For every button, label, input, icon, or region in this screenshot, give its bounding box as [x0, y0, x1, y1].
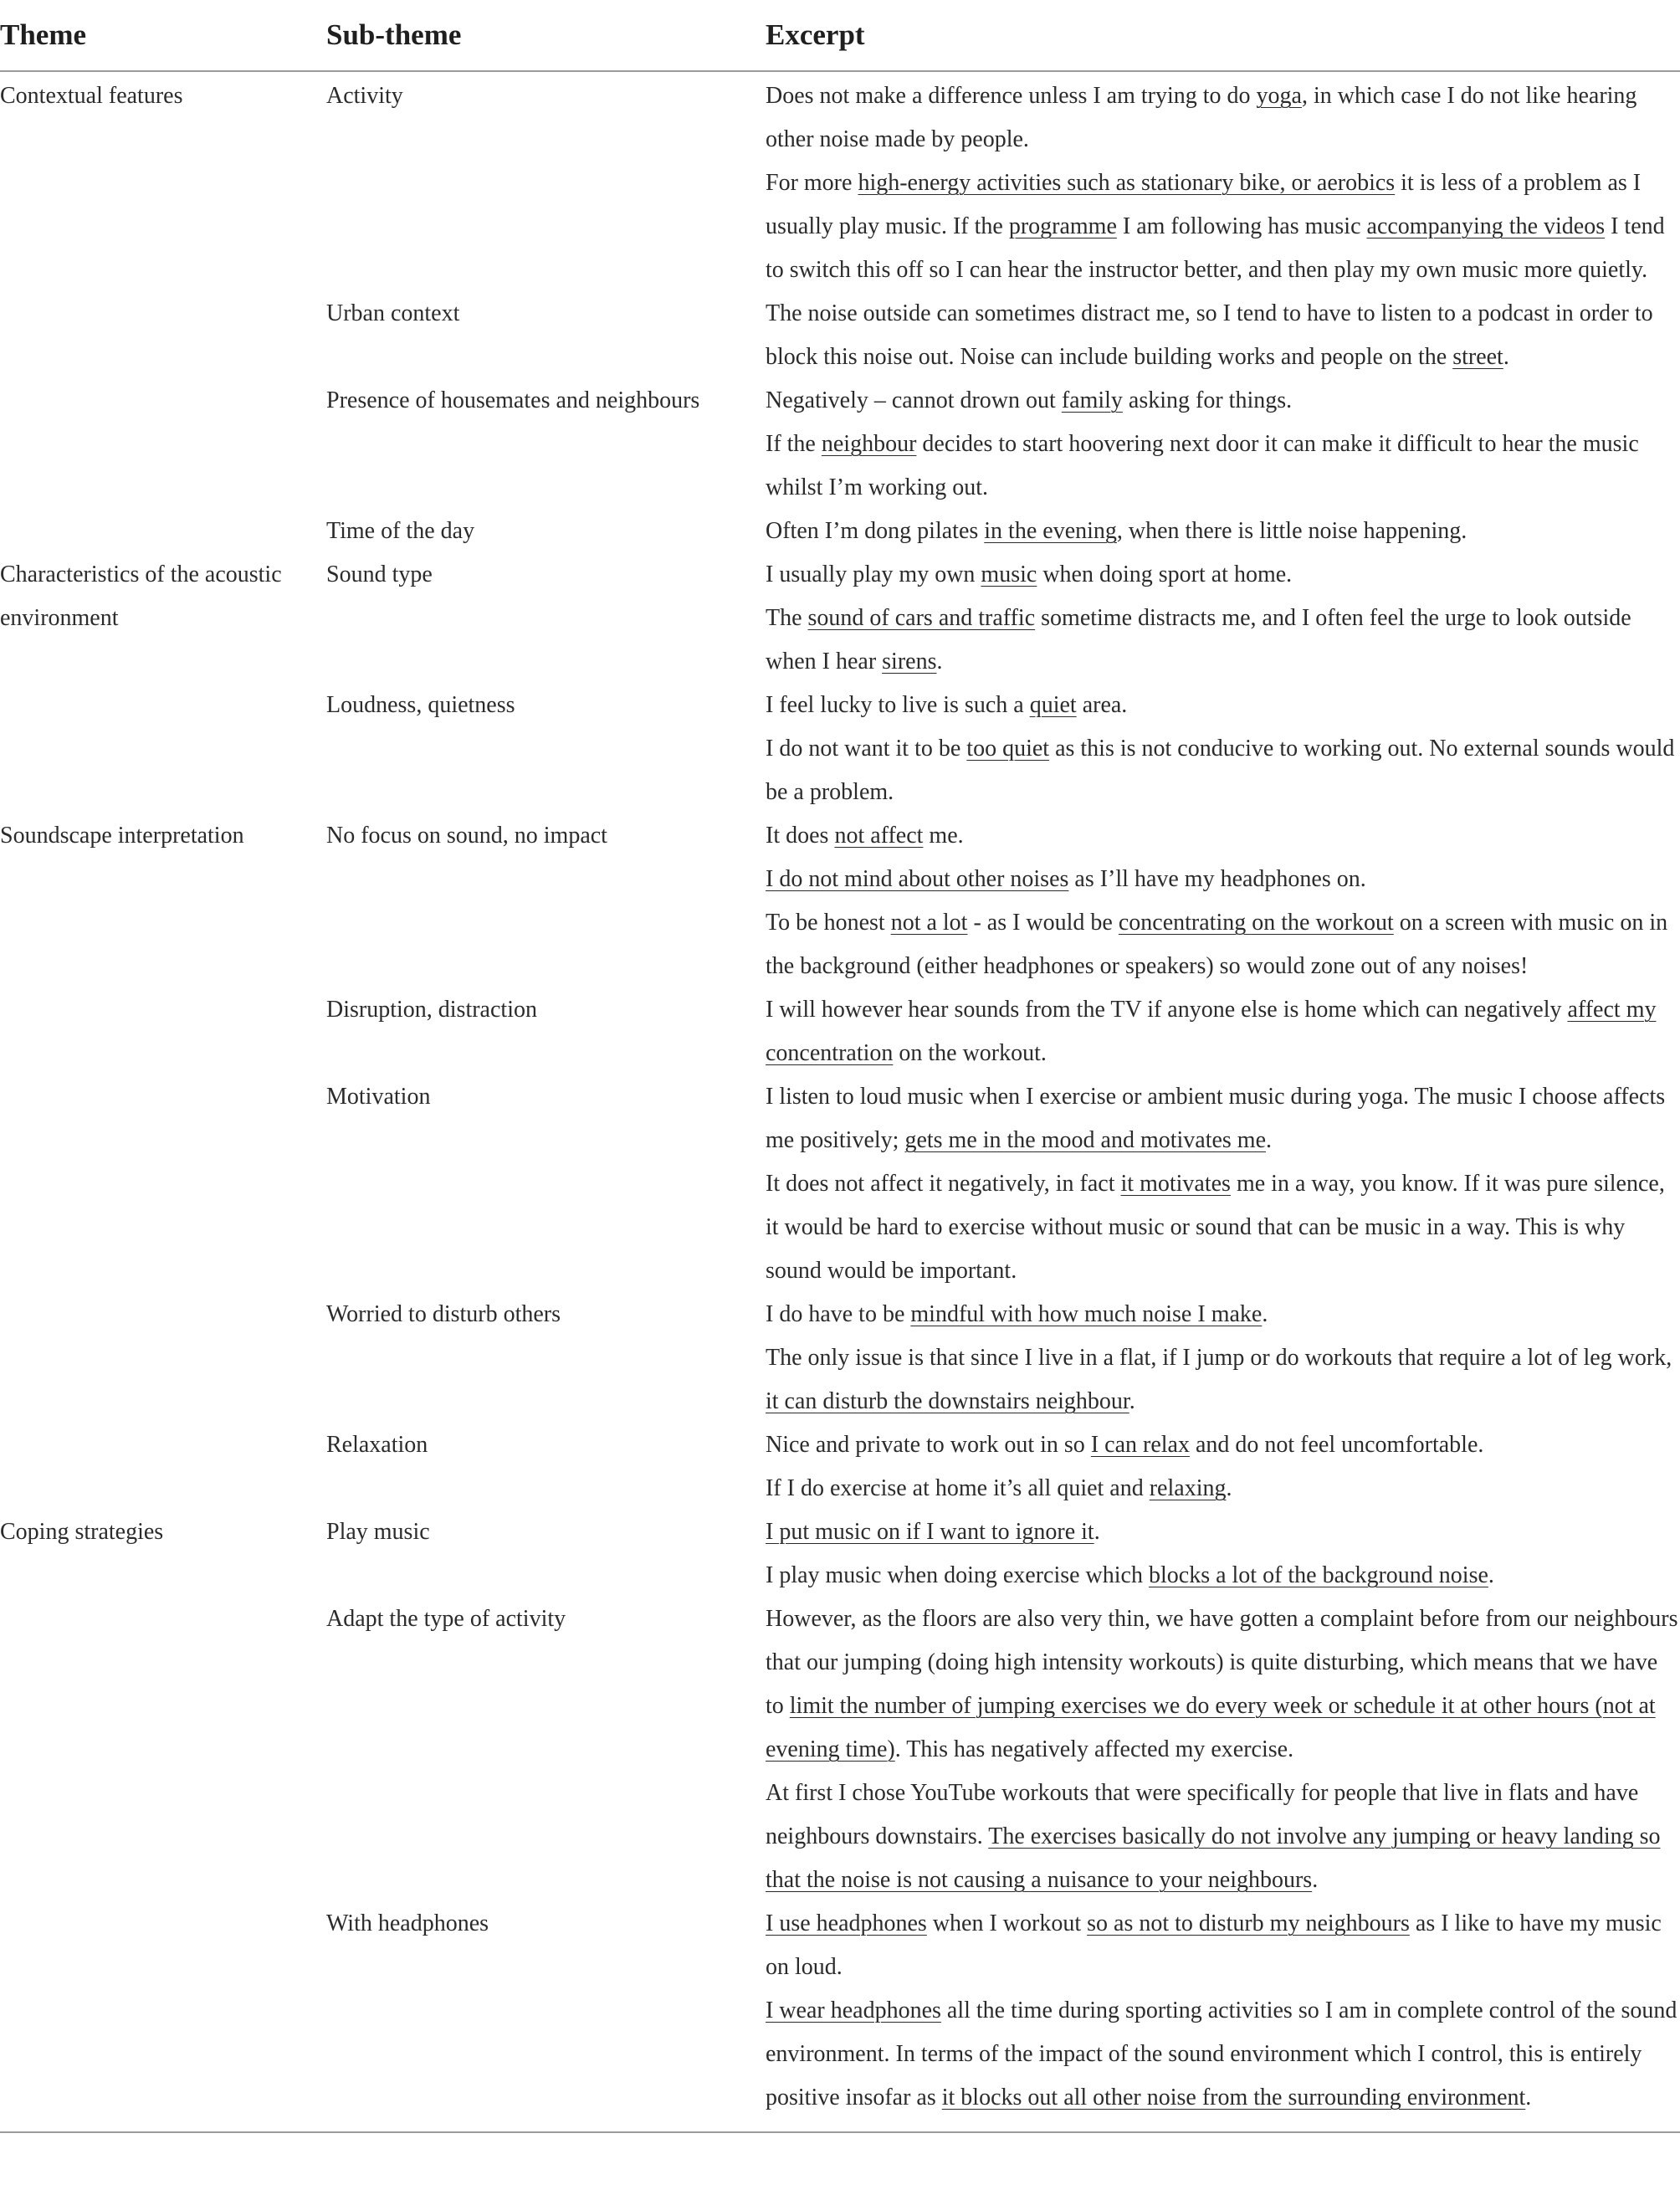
excerpt-text [766, 1510, 1680, 1554]
excerpt-segment: as I like to have my music on loud. [766, 1910, 1662, 1980]
excerpt-segment: . [1488, 1562, 1494, 1588]
excerpt-text [766, 1162, 1680, 1293]
excerpt-segment: I play music when doing exercise which [766, 1562, 1149, 1588]
excerpt-text [766, 1902, 1680, 1989]
excerpt-cell [766, 814, 1680, 988]
excerpt-segment: I listen to loud music when I exercise or ambient music during yoga. The music I choose affects me positively; [766, 1084, 1666, 1153]
excerpt-cell [766, 1423, 1680, 1510]
subtheme-cell: Urban context [326, 300, 460, 326]
underlined-phrase: street [1452, 344, 1503, 370]
underlined-phrase: relaxing [1149, 1475, 1227, 1501]
excerpt-segment: on a screen with music on in the background (either headphones or speakers) so would zone out of any noises! [766, 910, 1668, 979]
table-row [0, 988, 1680, 1075]
subtheme-cell: No focus on sound, no impact [326, 823, 607, 849]
table-row [0, 553, 1680, 684]
underlined-phrase: it motivates [1120, 1171, 1231, 1197]
theme-cell [0, 1075, 326, 1293]
excerpt-segment: me. [923, 823, 964, 849]
excerpt-cell [766, 510, 1680, 553]
underlined-phrase: I wear headphones [766, 1998, 941, 2023]
subtheme-cell: Motivation [326, 1084, 431, 1110]
underlined-phrase: sound of cars and traffic [807, 605, 1036, 631]
excerpt-cell [766, 1293, 1680, 1423]
theme-cell [0, 510, 326, 553]
excerpt-segment: . [1503, 344, 1509, 370]
excerpt-segment: I do have to be [766, 1301, 911, 1327]
excerpt-segment: . [1226, 1475, 1232, 1501]
excerpt-cell [766, 379, 1680, 510]
excerpt-cell [766, 71, 1680, 292]
subtheme-cell: Play music [326, 1519, 430, 1545]
excerpt-segment: It does not affect it negatively, in fact [766, 1171, 1121, 1197]
underlined-phrase: neighbour [821, 431, 917, 457]
table-row [0, 1902, 1680, 2132]
excerpt-segment: If the [766, 431, 822, 457]
excerpt-segment: Negatively – cannot drown out [766, 387, 1062, 413]
excerpt-segment: For more [766, 170, 858, 196]
excerpt-text [766, 1554, 1680, 1598]
underlined-phrase: programme [1008, 213, 1117, 239]
theme-cell: Coping strategies [0, 1519, 164, 1545]
excerpt-text [766, 1336, 1680, 1423]
excerpt-segment: me in a way, you know. If it was pure silence, it would be hard to exercise without music or sound that can be music in a way. This is why sound would be important. [766, 1171, 1665, 1284]
underlined-phrase: it can disturb the downstairs neighbour [766, 1388, 1129, 1414]
underlined-phrase: accompanying the videos [1366, 213, 1606, 239]
excerpt-segment: The only issue is that since I live in a flat, if I jump or do workouts that require a lot of leg work, [766, 1345, 1672, 1371]
theme-cell [0, 1598, 326, 1902]
excerpt-segment: . [1094, 1519, 1100, 1545]
table-row [0, 510, 1680, 553]
theme-cell [0, 292, 326, 379]
excerpt-text [766, 727, 1680, 814]
excerpt-text [766, 1075, 1680, 1162]
excerpt-segment: when I workout [926, 1910, 1088, 1936]
excerpt-text [766, 553, 1680, 597]
subtheme-cell: Time of the day [326, 518, 475, 544]
excerpt-segment: . [936, 649, 943, 674]
excerpt-segment: It does [766, 823, 835, 849]
excerpt-text [766, 1293, 1680, 1336]
subtheme-cell: Worried to disturb others [326, 1301, 561, 1327]
table-row [0, 292, 1680, 379]
excerpt-segment: If I do exercise at home it’s all quiet and [766, 1475, 1150, 1501]
excerpt-segment: I feel lucky to live is such a [766, 692, 1030, 718]
table-body [0, 71, 1680, 2132]
subtheme-cell: With headphones [326, 1902, 766, 2132]
underlined-phrase: affect my concentration [766, 997, 1657, 1066]
excerpt-segment: , when there is little noise happening. [1116, 518, 1467, 544]
excerpt-segment: as I’ll have my headphones on. [1068, 866, 1366, 892]
theme-cell [0, 1902, 326, 2132]
header-subtheme: Sub-theme [326, 0, 766, 71]
subtheme-cell: Relaxation [326, 1432, 428, 1458]
excerpt-text [766, 814, 1680, 858]
underlined-phrase: limit the number of jumping exercises we do every week or schedule it at other hours (not at evening time) [766, 1693, 1656, 1762]
excerpt-segment: - as I would be [967, 910, 1119, 936]
excerpt-segment: . This has negatively affected my exercise. [894, 1736, 1294, 1762]
subtheme-cell: Adapt the type of activity [326, 1606, 566, 1632]
table-row [0, 1293, 1680, 1423]
theme-cell: Soundscape interpretation [0, 823, 244, 849]
underlined-phrase: too quiet [966, 736, 1050, 762]
excerpt-text [766, 379, 1680, 423]
excerpt-text [766, 162, 1680, 292]
excerpt-cell [766, 1510, 1680, 1598]
excerpt-text [766, 1772, 1680, 1902]
theme-cell: Characteristics of the acoustic environment [0, 562, 282, 631]
underlined-phrase: high-energy activities such as stationary bike, or aerobics [858, 170, 1396, 196]
table-row [0, 684, 1680, 814]
underlined-phrase: gets me in the mood and motivates me [904, 1127, 1267, 1153]
excerpt-text [766, 901, 1680, 988]
underlined-phrase: not affect [834, 823, 924, 849]
theme-cell [0, 379, 326, 510]
theme-cell [0, 1423, 326, 1510]
excerpt-segment: To be honest [766, 910, 891, 936]
underlined-phrase: I do not mind about other noises [766, 866, 1069, 892]
excerpt-segment: I usually play my own [766, 562, 981, 587]
excerpt-text [766, 1423, 1680, 1467]
excerpt-segment: . [1262, 1301, 1268, 1327]
excerpt-segment: and do not feel uncomfortable. [1189, 1432, 1484, 1458]
excerpt-segment: I tend to switch this off so I can hear the instructor better, and then play my own music more quietly. [766, 213, 1665, 283]
underlined-phrase: I put music on if I want to ignore it [766, 1519, 1094, 1545]
theme-cell: Contextual features [0, 83, 183, 109]
excerpt-segment: The noise outside can sometimes distract me, so I tend to have to listen to a podcast in order to block this noise out. Noise can include building works and people on the [766, 300, 1653, 370]
excerpt-cell [766, 553, 1680, 684]
excerpt-segment: I will however hear sounds from the TV if anyone else is home which can negatively [766, 997, 1568, 1023]
excerpt-text [766, 858, 1680, 901]
excerpt-segment: asking for things. [1122, 387, 1293, 413]
excerpt-cell [766, 1598, 1680, 1902]
subtheme-cell: Disruption, distraction [326, 997, 537, 1023]
excerpt-segment: At first I chose YouTube workouts that were specifically for people that live in flats and have neighbours downstairs. [766, 1780, 1639, 1849]
table-row [0, 1598, 1680, 1902]
excerpt-text [766, 292, 1680, 379]
excerpt-segment: Often I’m dong pilates [766, 518, 985, 544]
underlined-phrase: mindful with how much noise I make [910, 1301, 1263, 1327]
excerpt-segment: The [766, 605, 808, 631]
underlined-phrase: quiet [1029, 692, 1077, 718]
underlined-phrase: I can relax [1090, 1432, 1190, 1458]
subtheme-cell: Sound type [326, 562, 433, 587]
underlined-phrase: so as not to disturb my neighbours [1087, 1910, 1410, 1936]
theme-cell [0, 988, 326, 1075]
underlined-phrase: concentrating on the workout [1118, 910, 1394, 936]
excerpt-segment: I am following has music [1116, 213, 1367, 239]
underlined-phrase: it blocks out all other noise from the surrounding environment [941, 2085, 1526, 2110]
excerpt-segment: decides to start hoovering next door it can make it difficult to hear the music whilst I’m working out. [766, 431, 1639, 500]
excerpt-text [766, 988, 1680, 1075]
excerpt-segment: Nice and private to work out in so [766, 1432, 1091, 1458]
table-row [0, 1510, 1680, 1598]
table-row [0, 1075, 1680, 1293]
excerpt-segment: when doing sport at home. [1037, 562, 1293, 587]
header-row [0, 0, 1680, 71]
header-excerpt: Excerpt [766, 0, 1680, 71]
subtheme-cell: Loudness, quietness [326, 692, 515, 718]
excerpt-cell [766, 684, 1680, 814]
excerpt-text [766, 74, 1680, 162]
excerpt-text [766, 510, 1680, 553]
excerpt-cell [766, 1075, 1680, 1293]
excerpt-segment: . [1129, 1388, 1135, 1414]
theme-cell [0, 1293, 326, 1423]
excerpt-segment: on the workout. [893, 1040, 1047, 1066]
excerpt-segment: . [1525, 2085, 1532, 2110]
table-row [0, 1423, 1680, 1510]
excerpt-text [766, 1598, 1680, 1772]
excerpt-segment: as this is not conducive to working out. No external sounds would be a problem. [766, 736, 1675, 805]
underlined-phrase: music [981, 562, 1037, 587]
table-row [0, 71, 1680, 292]
excerpt-cell [766, 292, 1680, 379]
excerpt-segment: . [1312, 1867, 1319, 1893]
excerpt-segment: I do not want it to be [766, 736, 967, 762]
excerpt-text [766, 423, 1680, 510]
excerpt-text [766, 684, 1680, 727]
excerpt-segment: sometime distracts me, and I often feel the urge to look outside when I hear [766, 605, 1631, 674]
subtheme-cell: Presence of housemates and neighbours [326, 387, 700, 413]
excerpt-cell [766, 988, 1680, 1075]
excerpt-text [766, 1989, 1680, 2120]
excerpt-segment: However, as the floors are also very thin, we have gotten a complaint before from our neighbours that our jumping (doing high intensity workouts) is quite disturbing, which means that we have to [766, 1606, 1678, 1719]
underlined-phrase: The exercises basically do not involve any jumping or heavy landing so that the noise is not causing a nuisance to your neighbours [766, 1823, 1661, 1893]
excerpt-segment: it is less of a problem as I usually play music. If the [766, 170, 1642, 239]
header-theme: Theme [0, 0, 326, 71]
excerpt-segment: Does not make a difference unless I am trying to do [766, 83, 1257, 109]
underlined-phrase: in the evening [984, 518, 1117, 544]
table-row [0, 814, 1680, 988]
underlined-phrase: family [1061, 387, 1123, 413]
subtheme-cell: Activity [326, 83, 403, 109]
underlined-phrase: sirens [882, 649, 937, 674]
underlined-phrase: yoga [1256, 83, 1302, 109]
underlined-phrase: not a lot [890, 910, 968, 936]
excerpt-segment: , in which case I do not like hearing other noise made by people. [766, 83, 1637, 152]
theme-cell [0, 684, 326, 814]
excerpt-segment: . [1266, 1127, 1273, 1153]
underlined-phrase: I use headphones [766, 1910, 927, 1936]
excerpt-segment: area. [1076, 692, 1128, 718]
table-row [0, 379, 1680, 510]
excerpt-segment: all the time during sporting activities so I am in complete control of the sound environment. In terms of the impact of the sound environment which I control, this is entirely positive insofar as [766, 1998, 1677, 2110]
excerpt-text [766, 597, 1680, 684]
excerpt-cell [766, 1902, 1680, 2132]
underlined-phrase: blocks a lot of the background noise [1148, 1562, 1488, 1588]
excerpt-text [766, 1467, 1680, 1510]
